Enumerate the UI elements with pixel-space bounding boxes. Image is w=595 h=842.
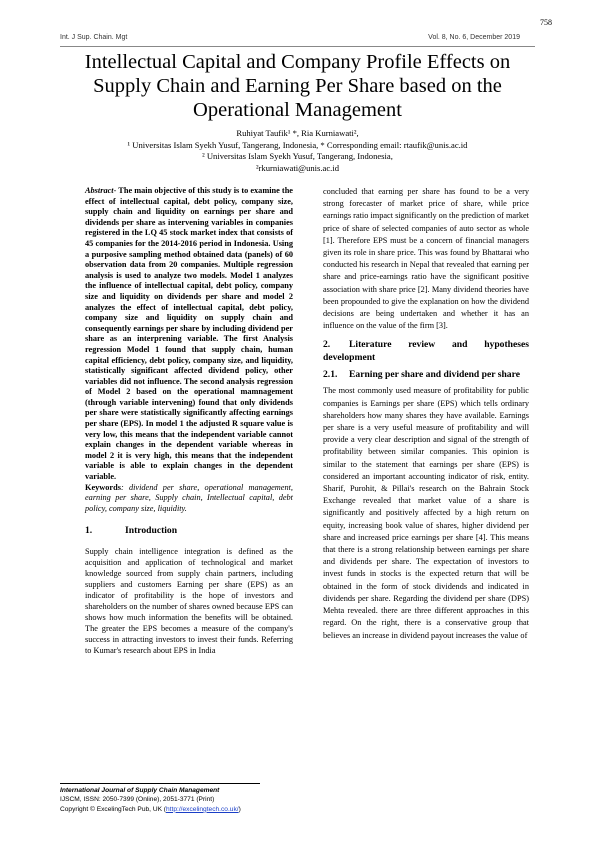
section-heading-literature-review (323, 338, 529, 364)
subsection-text: The most commonly used measure of profitability for public companies is Earnings per share (EPS) which tells ordinary shareholders how many shares they have available. Earnings per share is a very useful measure of profitability and will provide a very clear description and signal of the strength of profitability between similar companies. This opinion is similar to the statement that earnings per share (EPS) is considered an important accounting indicator of risk, entity. Sharif, Purohit, & Pillai's research on the Bahrain Stock Exchange revealed that market value of a share is significantly and positively affected by a high return on equity, increasing book value of shares, higher dividend per share and increased price earnings per share [4]. This means that there is a strong relationship between earnings per share and dividends per share. The expectation of investors to invest funds in stocks is the expected return that will be obtained in the form of stock dividends and indicated in dividends per share. Regarding the dividend per share (DPS) Mehta revealed. there are three different approaches in this regard. On the right, there is a conservative group that believes an increase in dividend payout increases the value of (323, 386, 529, 640)
volume-info: Vol. 8, No. 6, December 2019 (428, 34, 520, 41)
section-number: 2. (323, 339, 331, 351)
footer-copyright (60, 805, 241, 814)
intro-continued-text: concluded that earning per share has found to be a very strong forecaster of market price of share, while price earnings ratio impact significantly on the prediction of market price of share of selected companies of auto sector as whole [1]. Therefore EPS must be a concern of financial managers given its role in share price. This was found by Bhattarai who conducted his research in Nepal that revealed that earning per share and price-earnings ratio have the significant positive association with share price [2]. Many dividend theories have been propounded to give the explanation on how the dividend decisions are being undertaken and whether it has an influence on the value of the firm [3]. (323, 187, 529, 331)
author-block (60, 128, 535, 174)
footer-journal-name: International Journal of Supply Chain Management (60, 787, 220, 794)
page-number: 758 (540, 18, 552, 27)
keywords-text: : dividend per share, operational management, earning per share, Supply chain, Intellectual capital, debt policy, company size, liquidity. (85, 482, 293, 513)
running-header (60, 34, 520, 41)
abstract (85, 186, 293, 483)
footer-rule (60, 783, 260, 784)
footer-issn: IJSCM, ISSN: 2050-7399 (Online), 2051-3771 (Print) (60, 796, 215, 804)
right-column (323, 186, 529, 642)
affiliation-1: ¹ Universitas Islam Syekh Yusuf, Tangerang, Indonesia, * Corresponding email: rtaufik@unis.ac.id (127, 139, 468, 150)
header-rule (60, 46, 535, 47)
section-title: Literature review and hypotheses development (323, 339, 529, 364)
author-names: Ruhiyat Taufik¹ *, Ria Kurniawati², (236, 128, 359, 138)
subsection-title: Earning per share and dividend per share (349, 369, 520, 381)
journal-abbrev: Int. J Sup. Chain. Mgt (60, 34, 128, 41)
section-number: 1. (85, 525, 93, 537)
copyright-close: ) (238, 805, 241, 813)
subsection-heading-eps-dps (323, 368, 529, 381)
keywords-label: Keywords (85, 482, 121, 492)
page-footer (60, 786, 241, 814)
copyright-text: Copyright © ExcelingTech Pub, UK ( (60, 805, 167, 813)
affiliation-2: ² Universitas Islam Syekh Yusuf, Tangerang, Indonesia, (202, 151, 393, 161)
abstract-label: Abstract- (85, 186, 117, 195)
abstract-text: The main objective of this study is to examine the effect of intellectual capital, debt policy, company size, supply chain and liquidity on earnings per share and dividends per share as intervening variables in companies registered in the LQ 45 stock market index that consists of 45 companies for the 2014-2016 period in Indonesia. Using a purposive sampling method obtained data (panels) of 60 observation data from 20 companies. Multiple regression analysis is used to analyze two models. Model 1 analyzes the influence of intellectual capital, debt policy, company size and liquidity on dividends per share and model 2 analyzes the effect of intellectual capital, debt policy, company size and liquidity on supply chain and consequently earnings per share by including dividend per share as an interprening variable. The first Analysis regression Model 1 found that supply chain, human capital efficiency, debt policy, company size, and liquidity, statistically significant affected dividend policy, other variables did not influence. The second analysis regression of Model 2 based on the operational mamnagement (through variable intervening) found that only dividends per share were statistically significantly affecting earnings per share (EPS). In model 1 the adjusted R square value is very low, this means that the independent variable cannot explain changes in the dependent variable whereas in model 2 it is very high, this means that the independent variable is able to explain changes in the dependent variable. (85, 186, 293, 482)
author-email-2: ²rkurniawati@unis.ac.id (255, 162, 340, 173)
keywords (85, 483, 293, 515)
paper-title: Intellectual Capital and Company Profile Effects on Supply Chain and Earning Per Share based on the Operational Management (84, 51, 511, 121)
subsection-number: 2.1. (323, 369, 338, 381)
publisher-link[interactable]: http://excelingtech.co.uk/ (166, 805, 239, 813)
section-heading-introduction (85, 524, 293, 537)
left-column (85, 186, 293, 656)
section-title: Introduction (125, 525, 178, 537)
introduction-text: Supply chain intelligence integration is defined as the acquisition and application of technological and market knowledge sourced from supply chain partners, including suppliers and customers Earning per share (EPS) as an indicator of profitability is the hope of investors and shareholders on the number of shares owned because EPS can shows how much information the benefits will be obtained. The greater the EPS becomes a measure of the company's success in attracting investors to invest their funds. Referring to Kumar's research about EPS in India (85, 547, 293, 655)
